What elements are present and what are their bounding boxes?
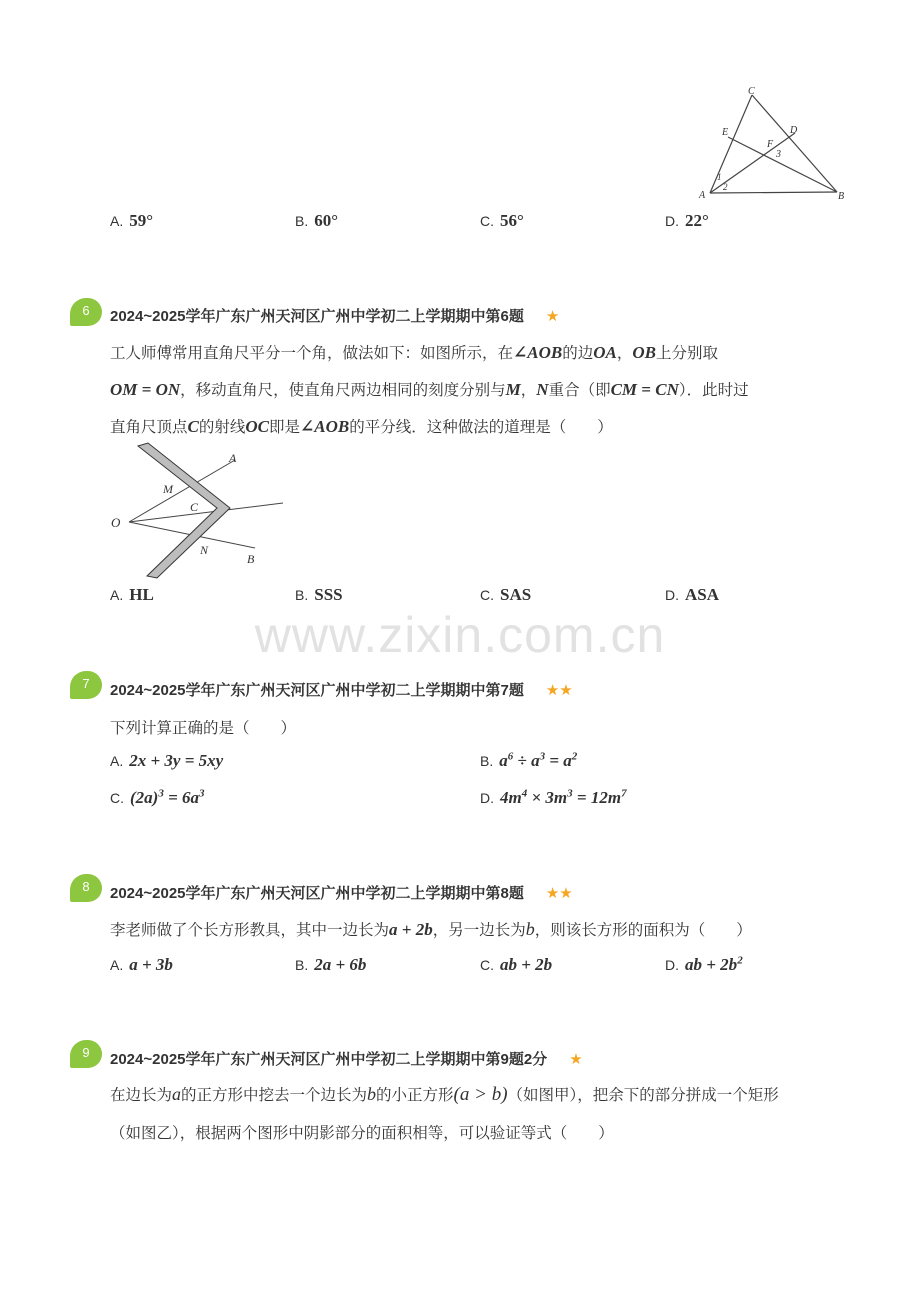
text: 的正方形中挖去一个边长为 (181, 1087, 368, 1104)
option-letter: D. (665, 957, 679, 973)
math: b (367, 1084, 377, 1104)
difficulty-stars: ★★ (545, 885, 573, 902)
question-title (110, 679, 573, 700)
option-letter: A. (110, 213, 124, 229)
question-title (110, 1048, 583, 1069)
math-base: (2a) (130, 788, 159, 807)
q5-option-d[interactable] (665, 211, 709, 231)
math: (a > b) (453, 1084, 508, 1105)
q8-option-b[interactable] (295, 955, 366, 975)
option-letter: C. (480, 587, 494, 603)
option-value: 60° (314, 211, 339, 230)
text: ，移动直角尺，使直角尺两边相同的刻度分别与 (180, 382, 506, 399)
option-value: ab + 2b (500, 955, 553, 974)
option-letter: D. (480, 790, 494, 806)
math-exponent: 3 (158, 787, 164, 800)
q7-option-c[interactable] (110, 788, 205, 808)
label-M: M (163, 482, 173, 496)
math-base: 4m (500, 788, 522, 807)
option-value: 59° (129, 211, 154, 230)
option-value (500, 788, 627, 807)
option-value: SSS (314, 585, 343, 604)
text: 的射线 (198, 419, 246, 436)
label-B: B (247, 552, 255, 566)
q6-option-b[interactable] (295, 585, 343, 605)
option-letter: B. (480, 753, 494, 769)
text: 即是 (269, 419, 301, 436)
text: 工人师傅常用直角尺平分一个角，做法如下：如图所示，在 (110, 345, 514, 362)
option-value: 56° (500, 211, 524, 230)
text: 的边 (562, 345, 594, 362)
text: 上分别取 (656, 345, 719, 362)
q6-stem-line-2 (110, 378, 749, 400)
option-value (499, 751, 577, 770)
label-2: 2 (723, 182, 728, 192)
q6-stem-line-1 (110, 341, 718, 363)
q6-angle-figure (105, 440, 290, 582)
label-O: O (111, 515, 121, 530)
q5-option-a[interactable] (110, 211, 153, 231)
q6-option-a[interactable] (110, 585, 154, 605)
math-exponent: 3 (539, 750, 546, 763)
label-A: A (699, 190, 706, 201)
text: ，则该长方形的面积为（ ） (534, 922, 752, 939)
difficulty-stars: ★★ (545, 682, 573, 699)
option-letter: C. (480, 957, 494, 973)
math-base: a (499, 751, 508, 770)
option-letter: D. (665, 587, 679, 603)
question-number-badge: 8 (70, 874, 102, 902)
option-value (130, 788, 205, 807)
difficulty-stars: ★ (545, 308, 560, 325)
math-operator: ÷ (513, 751, 532, 770)
text: ，另一边长为 (432, 922, 526, 939)
option-letter: A. (110, 957, 124, 973)
math: C (187, 417, 199, 436)
option-letter: B. (295, 957, 309, 973)
math: N (536, 380, 549, 399)
math-base: a (531, 751, 540, 770)
option-value: 2x + 3y = 5xy (129, 751, 224, 770)
question-number-badge: 6 (70, 298, 102, 326)
question-title (110, 882, 573, 903)
title-text: 2024~2025学年广东广州天河区广州中学初二上学期期中第6题 (110, 308, 524, 325)
option-value: HL (129, 585, 154, 604)
math-operator: = (545, 751, 564, 770)
text: 的平分线．这种做法的道理是（ ） (349, 419, 613, 436)
question-title (110, 305, 559, 326)
question-number-badge: 9 (70, 1040, 102, 1068)
q8-option-d[interactable] (665, 955, 743, 975)
q7-option-b[interactable] (480, 751, 577, 771)
option-letter: C. (110, 790, 124, 806)
math-exponent: 2 (571, 750, 578, 763)
math: OM = ON (110, 380, 181, 399)
q5-triangle-figure (695, 85, 855, 210)
math-exponent: 2 (737, 954, 743, 967)
q9-stem-line-2: （如图乙），根据两个图形中阴影部分的面积相等，可以验证等式（ ） (110, 1125, 614, 1142)
option-letter: B. (295, 587, 309, 603)
math: a + 2b (389, 920, 433, 939)
q8-option-c[interactable] (480, 955, 552, 975)
label-F: F (767, 139, 774, 150)
math-exponent: 3 (567, 787, 573, 800)
label-C: C (748, 86, 755, 97)
math-operator: = 12m (572, 788, 622, 807)
title-text: 2024~2025学年广东广州天河区广州中学初二上学期期中第8题 (110, 885, 524, 902)
option-value: 22° (685, 211, 709, 230)
label-E: E (722, 127, 729, 138)
question-number-badge: 7 (70, 671, 102, 699)
math-exponent: 4 (521, 787, 528, 800)
text: ， (520, 382, 537, 399)
math: b (525, 919, 535, 939)
q5-option-c[interactable] (480, 211, 524, 231)
watermark: www.zixin.com.cn (254, 607, 666, 663)
q7-option-d[interactable] (480, 788, 627, 808)
option-value: SAS (500, 585, 532, 604)
option-letter: B. (295, 213, 309, 229)
option-letter: D. (665, 213, 679, 229)
math-base: a (563, 751, 572, 770)
math: a (172, 1084, 182, 1104)
option-value: ASA (685, 585, 720, 604)
math: CM = CN (610, 380, 679, 399)
text: 李老师做了个长方形教具，其中一边长为 (110, 922, 390, 939)
math-exponent: 6 (507, 750, 514, 763)
q6-stem-line-3 (110, 415, 613, 437)
text: 直角尺顶点 (110, 419, 188, 436)
q7-stem: 下列计算正确的是（ ） (110, 720, 297, 737)
math-operator: × 3m (527, 788, 568, 807)
label-A: A (229, 451, 237, 465)
option-value (685, 955, 743, 974)
label-3: 3 (776, 149, 781, 160)
math: OA (593, 343, 617, 362)
q9-stem-line-1 (110, 1083, 779, 1106)
text: 在边长为 (110, 1087, 173, 1104)
q6-option-d[interactable] (665, 585, 719, 605)
label-N: N (200, 543, 209, 557)
title-text: 2024~2025学年广东广州天河区广州中学初二上学期期中第7题 (110, 682, 524, 699)
q8-stem (110, 918, 752, 940)
q6-option-c[interactable] (480, 585, 531, 605)
text: 重合（即 (548, 382, 611, 399)
text: ， (616, 345, 633, 362)
title-text: 2024~2025学年广东广州天河区广州中学初二上学期期中第9题2分 (110, 1051, 548, 1068)
q5-option-b[interactable] (295, 211, 338, 231)
math-exponent: 7 (621, 787, 627, 800)
math-exponent: 3 (199, 787, 205, 800)
option-letter: A. (110, 753, 124, 769)
text: （如图甲），把余下的部分拼成一个矩形 (507, 1087, 779, 1104)
label-D: D (790, 125, 798, 136)
math: ∠AOB (513, 343, 563, 362)
q7-option-a[interactable] (110, 751, 223, 771)
q8-option-a[interactable] (110, 955, 173, 975)
difficulty-stars: ★ (569, 1051, 583, 1068)
option-value: a + 3b (129, 955, 173, 974)
text: 的小正方形 (376, 1087, 454, 1104)
math-operator: = 6a (163, 788, 200, 807)
option-letter: A. (110, 587, 124, 603)
math: ∠AOB (300, 417, 350, 436)
label-1: 1 (717, 172, 722, 182)
math: M (505, 380, 521, 399)
math-base: ab + 2b (685, 955, 738, 974)
label-B: B (838, 191, 845, 202)
math: OC (245, 417, 269, 436)
text: ）．此时过 (678, 382, 749, 399)
option-value: 2a + 6b (314, 955, 367, 974)
option-letter: C. (480, 213, 494, 229)
math: OB (632, 343, 656, 362)
label-C: C (190, 500, 199, 514)
